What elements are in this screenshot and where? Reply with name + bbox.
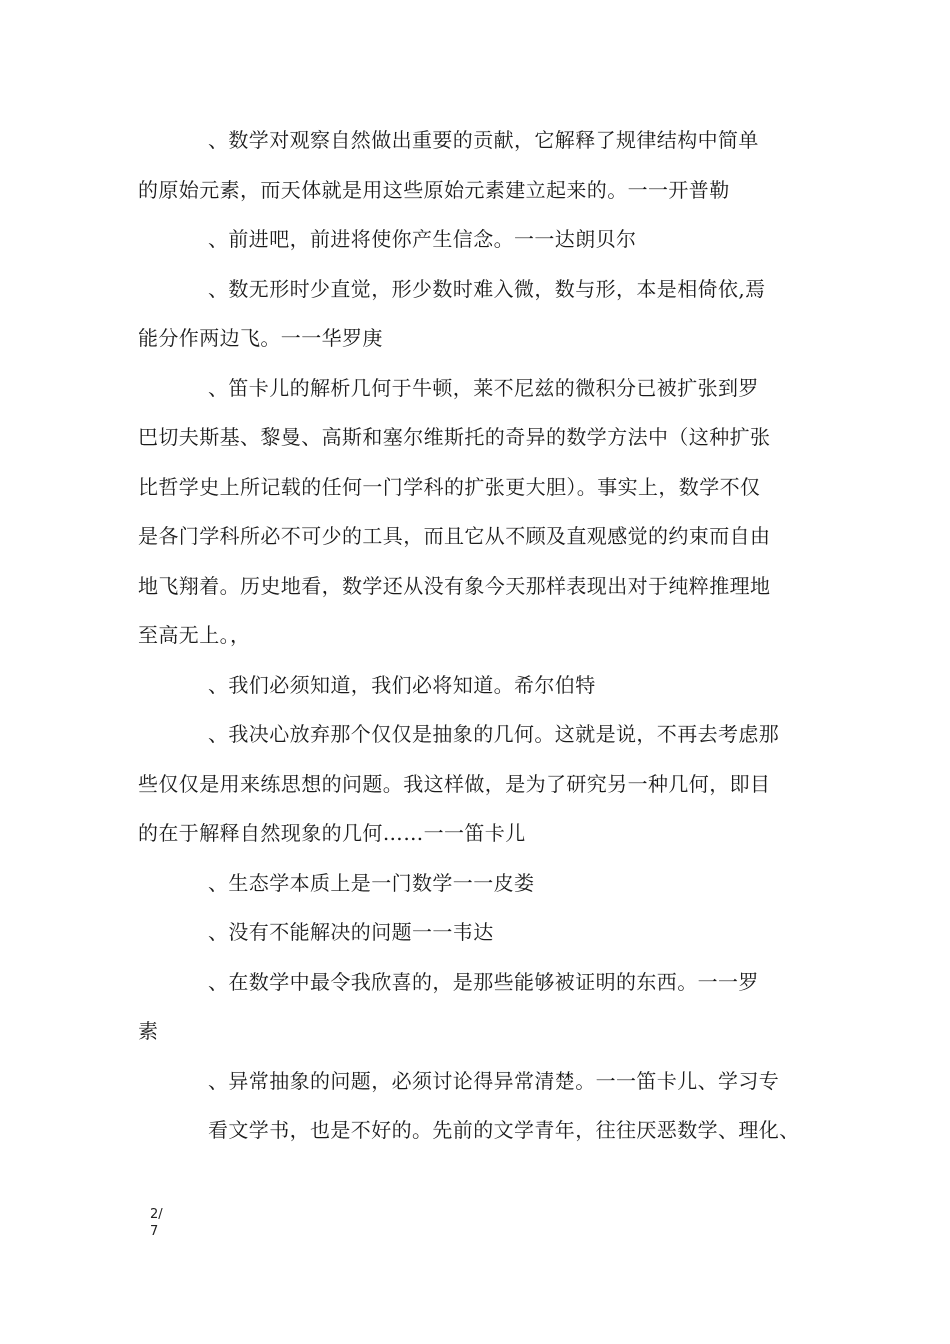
text-line: 、前进吧，前进将使你产生信念。一一达朗贝尔 [208,227,637,251]
text-line: 的在于解释自然现象的几何……一一笛卡儿 [138,821,526,845]
text-line: 的原始元素，而天体就是用这些原始元素建立起来的。一一开普勒 [138,178,730,202]
text-line: 看文学书，也是不好的。先前的文学青年，往往厌恶数学、理化、 [208,1118,800,1142]
text-line: 至高无上。， [138,623,251,647]
page-number [150,1206,170,1240]
text-line: 、数学对观察自然做出重要的贡献，它解释了规律结构中简单 [208,128,759,152]
page-number-current: 2/ [150,1207,163,1222]
text-line: 、笛卡儿的解析几何于牛顿，莱不尼兹的微积分已被扩张到罗 [208,376,759,400]
text-line: 是各门学科所必不可少的工具，而且它从不顾及直观感觉的约束而自由 [138,524,771,548]
text-line: 、数无形时少直觉，形少数时难入微，数与形，本是相倚依,焉 [208,277,766,301]
text-line: 、没有不能解决的问题一一韦达 [208,920,494,944]
text-line: 素 [138,1019,159,1043]
text-line: 、异常抽象的问题，必须讨论得异常清楚。一一笛卡儿、学习专 [208,1069,780,1093]
text-line: 地飞翔着。历史地看，数学还从没有象今天那样表现出对于纯粹推理地 [138,574,771,598]
text-line: 、我们必须知道，我们必将知道。希尔伯特 [208,673,596,697]
page-number-total: 7 [150,1224,159,1239]
text-line: 些仅仅是用来练思想的问题。我这样做，是为了研究另一种几何，即目 [138,772,771,796]
text-line: 比哲学史上所记载的任何一门学科的扩张更大胆）。事实上，数学不仅 [138,475,761,499]
text-line: 能分作两边飞。一一华罗庚 [138,326,383,350]
text-line: 巴切夫斯基、黎曼、高斯和塞尔维斯托的奇异的数学方法中（这种扩张 [138,425,771,449]
text-line: 、在数学中最令我欣喜的，是那些能够被证明的东西。一一罗 [208,970,759,994]
text-line: 、我决心放弃那个仅仅是抽象的几何。这就是说，不再去考虑那 [208,722,780,746]
text-line: 、生态学本质上是一门数学一一皮娄 [208,871,535,895]
